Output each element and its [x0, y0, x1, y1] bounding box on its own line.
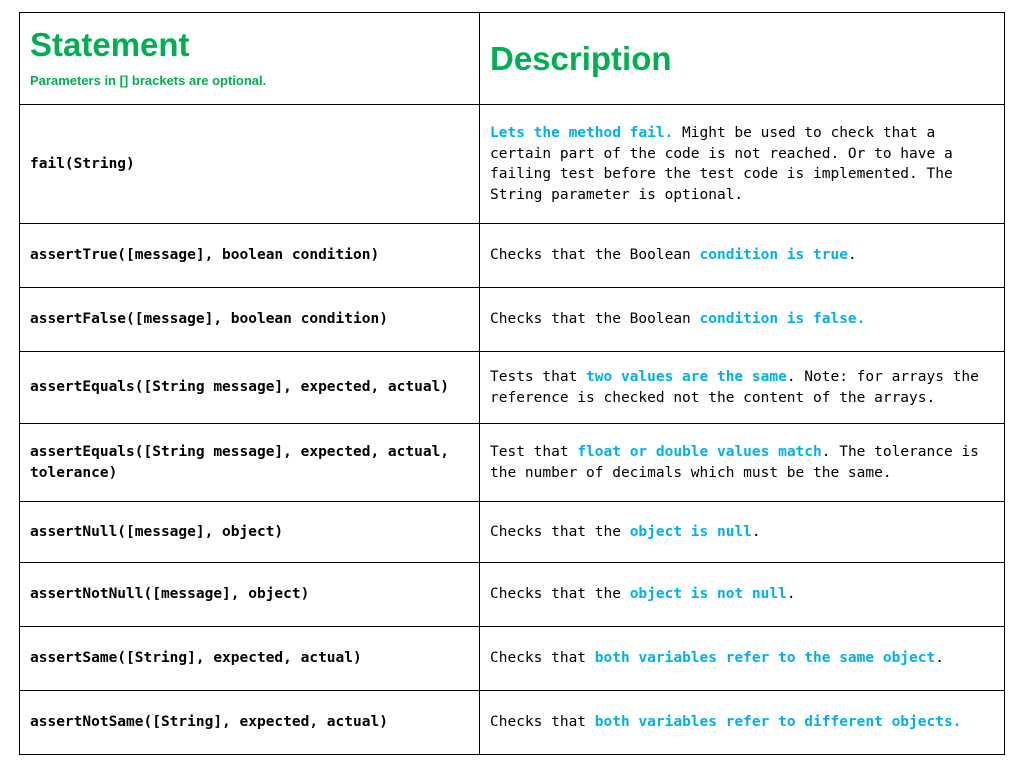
- desc-text: Checks that the Boolean: [490, 311, 700, 328]
- desc-text: Checks that: [490, 650, 595, 667]
- statement-cell: assertNotSame([String], expected, actual): [20, 691, 480, 755]
- description-cell: [480, 691, 1005, 755]
- description-cell: [480, 502, 1005, 563]
- desc-text: Checks that the: [490, 586, 630, 603]
- description-cell: [480, 224, 1005, 288]
- desc-text: Tests that: [490, 369, 587, 385]
- desc-text: Test that: [490, 444, 578, 460]
- table-row: [20, 502, 1005, 563]
- desc-text: Checks that the: [490, 523, 630, 540]
- statement-cell: assertFalse([message], boolean condition): [20, 288, 480, 352]
- statement-cell: fail(String): [20, 105, 480, 224]
- desc-text: Checks that the Boolean: [490, 247, 700, 264]
- table-row: [20, 563, 1005, 627]
- statement-header: Statement: [30, 26, 190, 64]
- desc-highlight: both variables refer to different objects.: [594, 714, 962, 731]
- statement-cell: assertSame([String], expected, actual): [20, 627, 480, 691]
- statement-header-cell: [20, 13, 480, 105]
- desc-text: . The tolerance is the number of decimals which must be the same.: [490, 444, 979, 481]
- desc-text: Checks that: [490, 714, 595, 731]
- desc-highlight: object is not null: [629, 586, 787, 603]
- desc-text: .: [935, 650, 944, 667]
- description-cell: [480, 424, 1005, 502]
- desc-text: . Note: for arrays the reference is checked not the content of the arrays.: [490, 369, 979, 406]
- desc-text: .: [786, 586, 796, 603]
- description-header-cell: [480, 13, 1005, 105]
- table-row: [20, 352, 1005, 424]
- desc-text: .: [751, 523, 761, 540]
- desc-highlight: condition is false.: [699, 311, 866, 328]
- table-row: [20, 288, 1005, 352]
- statement-cell: assertEquals([String message], expected, actual, tolerance): [20, 424, 480, 502]
- desc-text: Might be used to check that a certain part of the code is not reached. Or to have a failing test before the test code is implemented. The String parameter is optional.: [490, 125, 953, 203]
- desc-highlight: condition is true: [699, 247, 848, 264]
- description-cell: [480, 105, 1005, 224]
- description-cell: [480, 563, 1005, 627]
- desc-highlight: float or double values match: [577, 444, 822, 460]
- desc-highlight: Lets the method fail.: [490, 125, 674, 141]
- statement-cell: assertEquals([String message], expected, actual): [20, 352, 480, 424]
- description-cell: [480, 288, 1005, 352]
- table-row: [20, 105, 1005, 224]
- desc-text: .: [847, 247, 857, 264]
- statement-cell: assertTrue([message], boolean condition): [20, 224, 480, 288]
- desc-highlight: both variables refer to the same object: [594, 650, 936, 667]
- description-header: Description: [490, 39, 672, 77]
- desc-highlight: object is null: [629, 523, 752, 540]
- table-row: [20, 627, 1005, 691]
- table-row: [20, 691, 1005, 755]
- description-cell: [480, 352, 1005, 424]
- table-row: [20, 224, 1005, 288]
- header-row: [20, 13, 1005, 105]
- table-row: [20, 424, 1005, 502]
- description-cell: [480, 627, 1005, 691]
- desc-highlight: two values are the same: [586, 369, 787, 385]
- statement-cell: assertNotNull([message], object): [20, 563, 480, 627]
- statement-note: Parameters in [] brackets are optional.: [30, 73, 267, 89]
- assert-methods-table: [19, 12, 1005, 755]
- statement-cell: assertNull([message], object): [20, 502, 480, 563]
